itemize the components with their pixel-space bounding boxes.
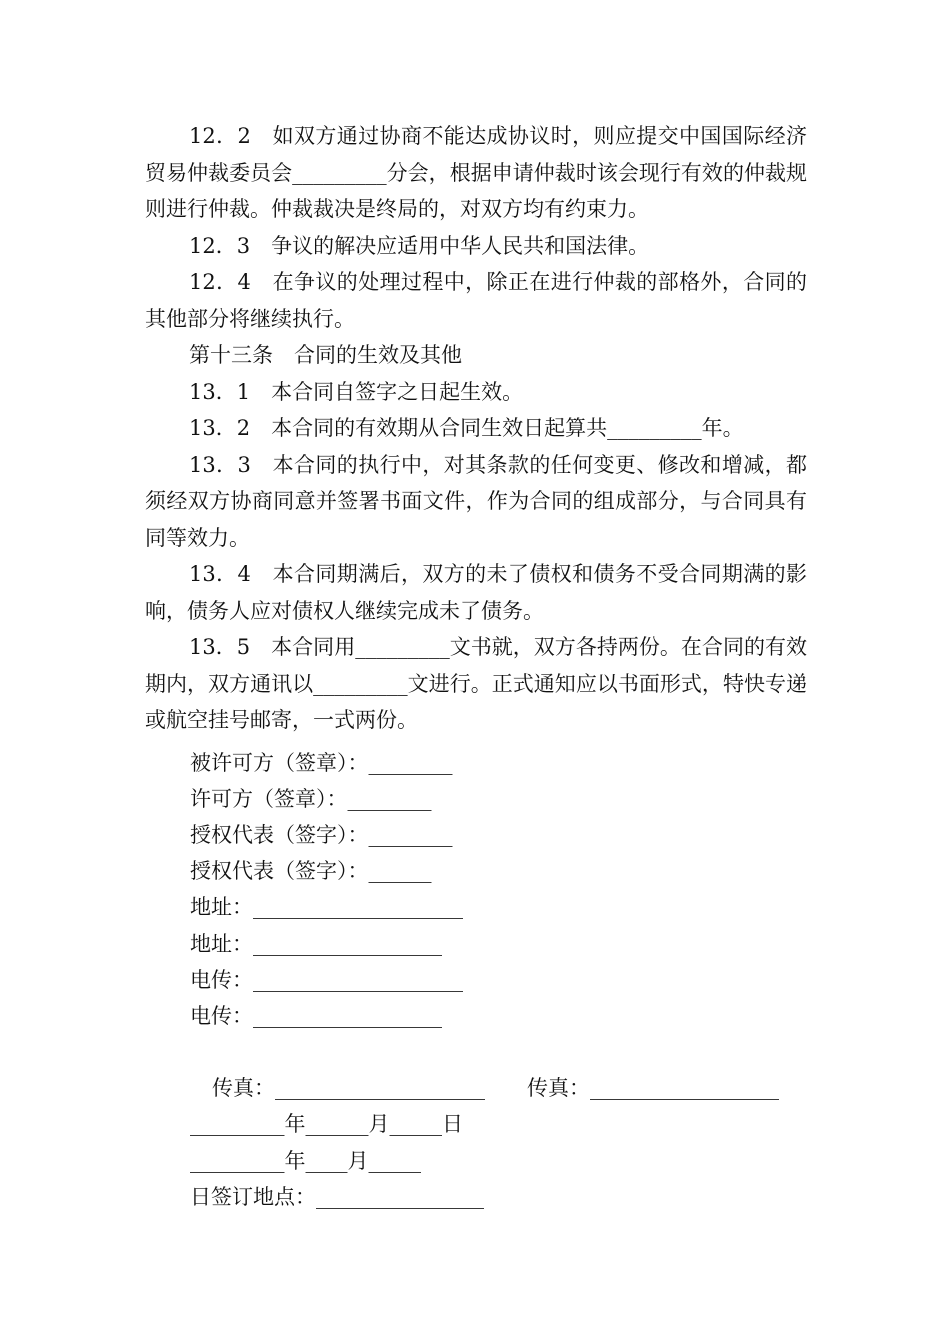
telex-line-2: 电传：__________________ (190, 1004, 442, 1028)
date-line-2: _________年____月_____ (190, 1149, 421, 1173)
telex-line-1: 电传：____________________ (190, 968, 463, 992)
clause-13-4: 13．4 本合同期满后，双方的未了债权和债务不受合同期满的影响，债务人应对债权人继续完成未了债务。 (145, 562, 807, 623)
clause-12-4: 12．4 在争议的处理过程中，除正在进行仲裁的部格外，合同的其他部分将继续执行。 (145, 270, 807, 331)
clause-12-3: 12．3 争议的解决应适用中华人民共和国法律。 (189, 233, 650, 258)
signing-place-line: 日签订地点：________________ (190, 1185, 484, 1209)
licensee-seal-line: 被许可方（签章）：________ (190, 751, 453, 775)
clause-13-3: 13．3 本合同的执行中，对其条款的任何变更、修改和增减，都须经双方协商同意并签署书面文件，作为合同的组成部分，与合同具有同等效力。 (145, 452, 807, 550)
clause-13-1: 13．1 本合同自签字之日起生效。 (189, 379, 524, 404)
licensor-seal-line: 许可方（签章）：________ (190, 787, 432, 811)
clause-13-2: 13．2 本合同的有效期从合同生效日起算共_________年。 (189, 416, 744, 440)
clause-12-2: 12．2 如双方通过协商不能达成协议时，则应提交中国国际经济贸易仲裁委员会_________分会，根据申请仲裁时该会现行有效的仲裁规则进行仲裁。仲裁裁决是终局的，对双方均有约束力。 (145, 124, 807, 221)
fax-line: 传真：____________________ 传真：__________________ (212, 1076, 779, 1100)
article-13-heading: 第十三条 合同的生效及其他 (189, 343, 462, 367)
address-line-2: 地址：__________________ (190, 932, 442, 956)
clause-13-5: 13．5 本合同用_________文书就，双方各持两份。在合同的有效期内，双方通讯以_________文进行。正式通知应以书面形式，特快专递或航空挂号邮寄，一式两份。 (145, 635, 807, 732)
address-line-1: 地址：____________________ (190, 895, 463, 919)
date-line-1: _________年______月_____日 (190, 1112, 463, 1136)
contract-clauses (145, 118, 807, 739)
rep-sign-line-1: 授权代表（签字）：________ (190, 823, 453, 847)
rep-sign-line-2: 授权代表（签字）：______ (190, 859, 432, 883)
